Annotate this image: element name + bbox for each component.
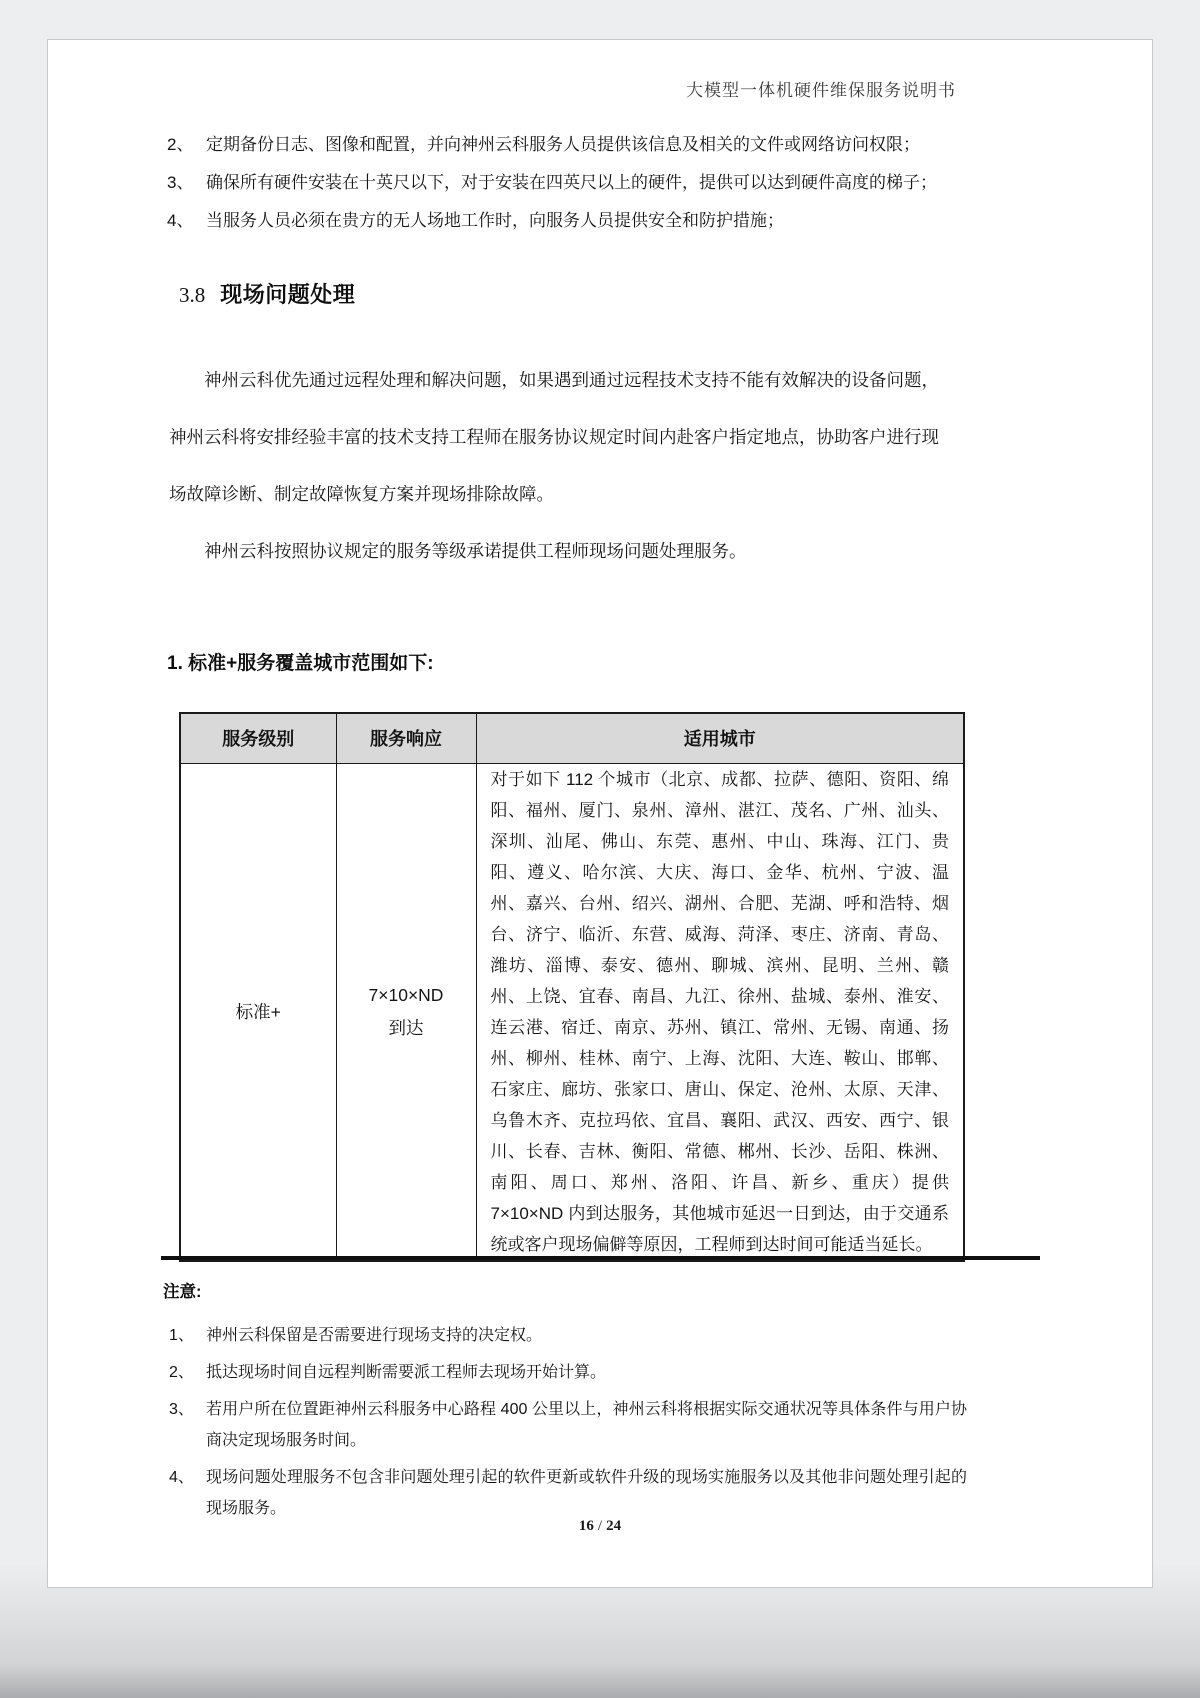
table-header-row (180, 713, 964, 763)
document-header-title: 大模型一体机硬件维保服务说明书 (686, 81, 956, 100)
note-item (169, 1320, 967, 1351)
document-page (47, 39, 1153, 1588)
column-header-service-response: 服务响应 (336, 713, 476, 763)
response-arrival: 到达 (388, 1017, 424, 1038)
notes-label: 注意: (163, 1283, 202, 1301)
column-header-applicable-cities: 适用城市 (476, 713, 964, 763)
obligations-list (167, 134, 997, 248)
note-number: 3、 (169, 1401, 194, 1418)
page-number-current: 16 (578, 1518, 594, 1534)
cell-service-response (336, 763, 476, 1261)
list-item-number: 2、 (167, 135, 194, 154)
list-item-text: 确保所有硬件安装在十英尺以下，对于安装在四英尺以上的硬件，提供可以达到硬件高度的梯子； (206, 173, 937, 192)
cell-applicable-cities: 对于如下 112 个城市（北京、成都、拉萨、德阳、资阳、绵阳、福州、厦门、泉州、漳州、湛江、茂名、广州、汕头、深圳、汕尾、佛山、东莞、惠州、中山、珠海、江门、贵阳、遵义、哈尔滨、大庆、海口、金华、杭州、宁波、温州、嘉兴、台州、绍兴、湖州、合肥、芜湖、呼和浩特、烟台、济宁、临沂、东营、威海、菏泽、枣庄、济南、青岛、潍坊、淄博、泰安、德州、聊城、滨州、昆明、兰州、赣州、上饶、宜春、南昌、九江、徐州、盐城、泰州、淮安、连云港、宿迁、南京、苏州、镇江、常州、无锡、南通、扬州、柳州、桂林、南宁、上海、沈阳、大连、鞍山、邯郸、石家庄、廊坊、张家口、唐山、保定、沧州、太原、天津、乌鲁木齐、克拉玛依、宜昌、襄阳、武汉、西安、西宁、银川、长春、吉林、衡阳、常德、郴州、长沙、岳阳、株洲、南阳、周口、郑州、洛阳、许昌、新乡、重庆）提供 7×10×ND 内到达服务，其他城市延迟一日到达，由于交通系统或客户现场偏僻等原因，工程师到达时间可能适当延长。 (476, 763, 964, 1261)
response-sla: 7×10×ND (368, 984, 444, 1005)
table-heading: 1. 标准+服务覆盖城市范围如下: (167, 653, 434, 674)
list-item-number: 3、 (167, 173, 194, 192)
list-item (167, 134, 997, 156)
note-text: 现场问题处理服务不包含非问题处理引起的软件更新或软件升级的现场实施服务以及其他非问题处理引起的现场服务。 (206, 1469, 967, 1517)
section-number: 3.8 (179, 283, 206, 307)
table-row (180, 763, 964, 1261)
note-number: 4、 (169, 1469, 194, 1486)
horizontal-divider (161, 1256, 1040, 1260)
list-item-text: 当服务人员必须在贵方的无人场地工作时，向服务人员提供安全和防护措施； (206, 211, 784, 230)
list-item-text: 定期备份日志、图像和配置，并向神州云科服务人员提供该信息及相关的文件或网络访问权限； (206, 135, 920, 154)
cell-service-level: 标准+ (180, 763, 336, 1261)
section-title: 现场问题处理 (220, 282, 356, 307)
column-header-service-level: 服务级别 (180, 713, 336, 763)
section-heading (179, 278, 355, 309)
list-item (167, 172, 997, 194)
note-item (169, 1357, 967, 1388)
list-item (167, 210, 997, 232)
page-number-total: 24 (606, 1518, 622, 1534)
note-item (169, 1462, 967, 1524)
body-paragraph: 神州云科优先通过远程处理和解决问题，如果遇到通过远程技术支持不能有效解决的设备问题，神州云科将安排经验丰富的技术支持工程师在服务协议规定时间内赴客户指定地点，协助客户进行现场故障诊断、制定故障恢复方案并现场排除故障。 (169, 370, 939, 504)
page-number-separator: / (597, 1518, 603, 1534)
notes-list (169, 1320, 967, 1530)
note-text: 抵达现场时间自远程判断需要派工程师去现场开始计算。 (206, 1364, 607, 1381)
note-text: 神州云科保留是否需要进行现场支持的决定权。 (206, 1327, 543, 1344)
note-item (169, 1394, 967, 1456)
note-text: 若用户所在位置距神州云科服务中心路程 400 公里以上，神州云科将根据实际交通状况等具体条件与用户协商决定现场服务时间。 (206, 1401, 967, 1449)
page-number (48, 1518, 1152, 1535)
service-coverage-table (179, 712, 965, 1262)
note-number: 2、 (169, 1364, 194, 1381)
body-paragraph: 神州云科按照协议规定的服务等级承诺提供工程师现场问题处理服务。 (204, 541, 747, 561)
list-item-number: 4、 (167, 211, 194, 230)
note-number: 1、 (169, 1327, 194, 1344)
